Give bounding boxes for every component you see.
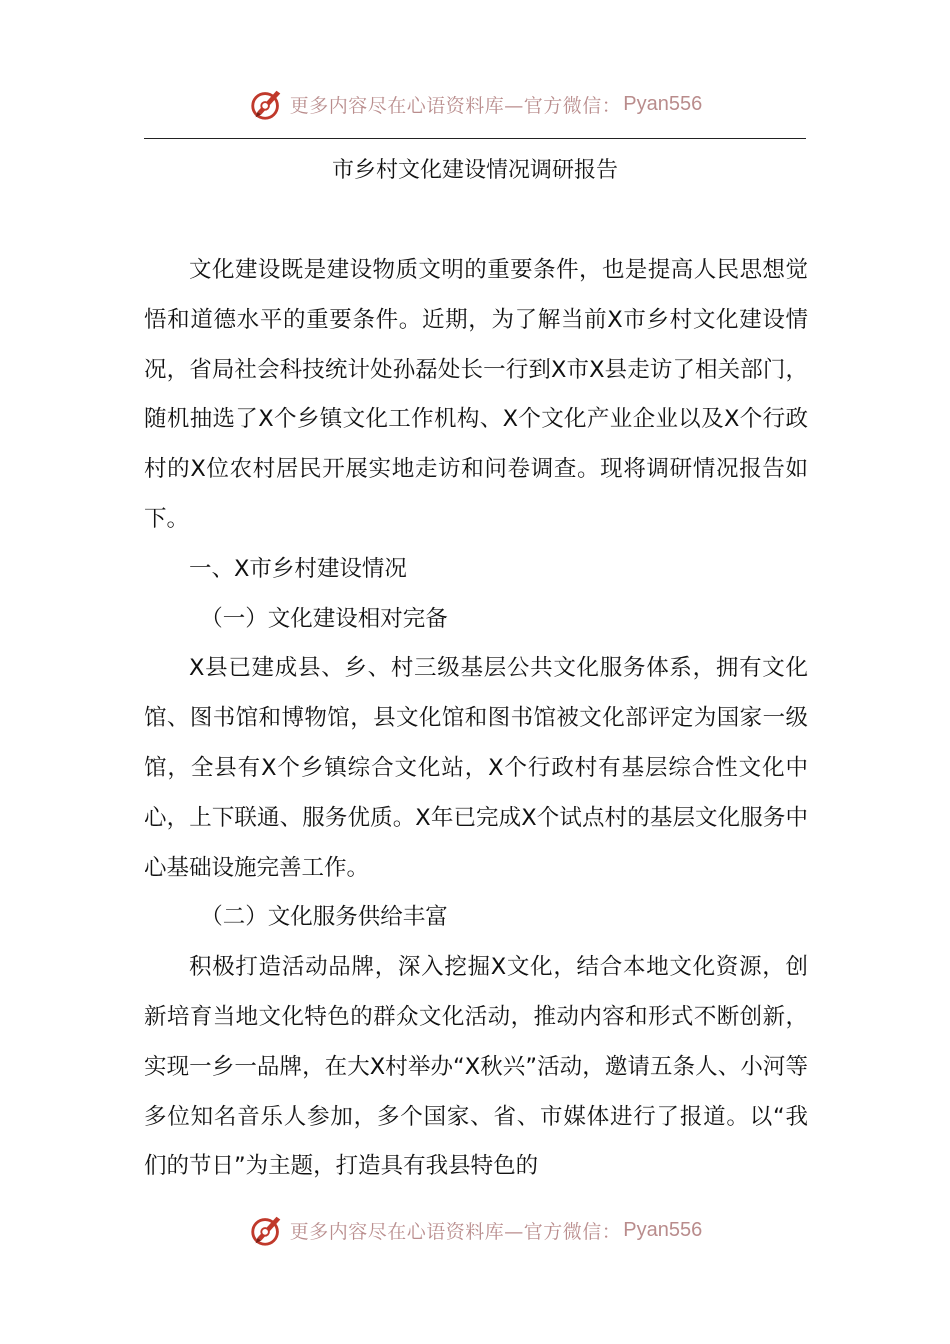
wechat-id: Pyan556 <box>623 1218 703 1241</box>
section-heading: （二）文化服务供给丰富 <box>200 904 448 931</box>
pen-logo-icon <box>248 1211 286 1249</box>
footer-banner <box>0 1208 950 1252</box>
banner-text: 更多内容尽在心语资料库—官方微信： <box>289 94 622 117</box>
body-paragraph: X县已建成县、乡、村三级基层公共文化服务体系，拥有文化馆、图书馆和博物馆，县文化馆和图书馆被文化部评定为国家一级馆，全县有X个乡镇综合文化站，X个行政村有基层综合性文化中心，上下联通、服务优质。X年已完成X个试点村的基层文化服务中心基础设施完善工作。 <box>144 655 808 881</box>
header-divider <box>144 138 806 139</box>
wechat-id: Pyan556 <box>623 92 703 115</box>
pen-logo-icon <box>248 85 286 123</box>
document-title: 市乡村文化建设情况调研报告 <box>331 158 618 183</box>
body-paragraph: 积极打造活动品牌，深入挖掘X文化，结合本地文化资源，创新培育当地文化特色的群众文化活动，推动内容和形式不断创新，实现一乡一品牌，在大X村举办“X秋兴”活动，邀请五条人、小河等多位知名音乐人参加，多个国家、省、市媒体进行了报道。以“我们的节日”为主题，打造具有我县特色的 <box>144 954 808 1180</box>
header-banner <box>0 82 950 126</box>
body-paragraph: 文化建设既是建设物质文明的重要条件，也是提高人民思想觉悟和道德水平的重要条件。近期，为了解当前X市乡村文化建设情况，省局社会科技统计处孙磊处长一行到X市X县走访了相关部门，随机抽选了X个乡镇文化工作机构、X个文化产业企业以及X个行政村的X位农村居民开展实地走访和问卷调查。现将调研情况报告如下。 <box>144 257 808 532</box>
banner-text: 更多内容尽在心语资料库—官方微信： <box>289 1220 622 1243</box>
section-heading: （一）文化建设相对完备 <box>200 605 448 632</box>
section-heading: 一、X市乡村建设情况 <box>189 555 407 582</box>
document-body <box>144 246 808 1192</box>
